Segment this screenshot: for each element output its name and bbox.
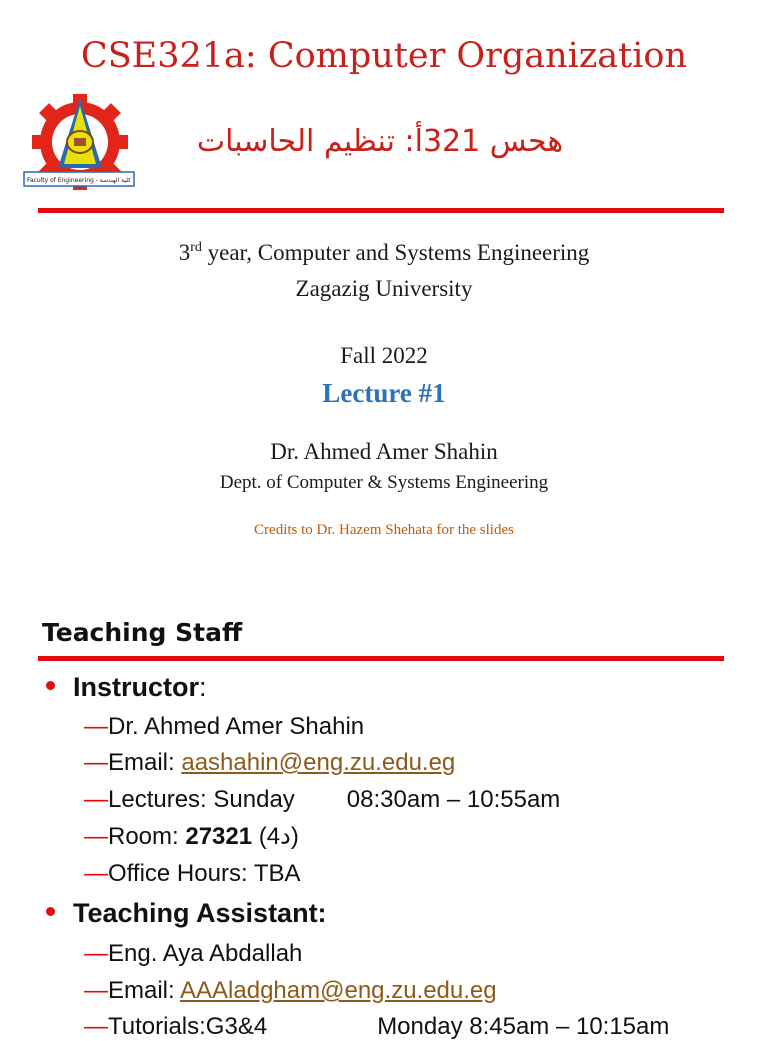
course-title: CSE321a: Computer Organization <box>80 36 688 76</box>
title-divider <box>38 208 724 213</box>
instructor-email-link[interactable]: aashahin@eng.zu.edu.eg <box>181 749 456 776</box>
assistant-name: Eng. Aya Abdallah <box>108 940 303 967</box>
assistant-email-link[interactable]: AAAladgham@eng.zu.edu.eg <box>180 977 497 1004</box>
list-item <box>84 749 455 777</box>
year-rest: year, Computer and Systems Engineering <box>201 240 590 265</box>
room-number: 27321 <box>185 823 253 850</box>
logo-text: Faculty of Engineering - كلية الهندسة <box>26 177 132 184</box>
room-label: Room: <box>108 823 186 850</box>
assistant-bullet <box>46 898 327 929</box>
bullet-dot-icon <box>46 907 55 916</box>
section-heading: Teaching Staff <box>42 618 243 647</box>
email-label: Email: <box>108 749 182 776</box>
list-item <box>84 1013 669 1041</box>
list-item <box>84 860 301 888</box>
dash-marker: — <box>84 860 108 887</box>
lectures-time: 08:30am – 10:55am <box>346 786 561 813</box>
tutorials-time: Monday 8:45am – 10:15am <box>377 1013 670 1040</box>
year-line <box>0 240 768 266</box>
room-suffix: (4د) <box>252 823 299 850</box>
lectures-label: Lectures: Sunday <box>108 786 295 813</box>
email-label: Email: <box>108 977 181 1004</box>
list-item <box>84 977 497 1005</box>
instructor-colon: : <box>199 672 207 702</box>
list-item <box>84 940 302 968</box>
bullet-dot-icon <box>46 681 55 690</box>
dash-marker: — <box>84 977 108 1004</box>
instructor-name: Dr. Ahmed Amer Shahin <box>108 713 365 740</box>
dash-marker: — <box>84 749 108 776</box>
term: Fall 2022 <box>340 343 428 368</box>
department: Dept. of Computer & Systems Engineering <box>219 472 549 493</box>
year-ordinal: 3 <box>178 240 191 265</box>
university: Zagazig University <box>295 276 473 301</box>
list-item <box>84 713 364 741</box>
tutorials-label: Tutorials:G3&4 <box>108 1013 268 1040</box>
author-name: Dr. Ahmed Amer Shahin <box>270 439 498 464</box>
assistant-label: Teaching Assistant: <box>73 898 327 928</box>
office-hours: Office Hours: TBA <box>108 860 301 887</box>
list-item <box>84 822 299 851</box>
year-suffix: rd <box>190 240 202 255</box>
dash-marker: — <box>84 940 108 967</box>
dash-marker: — <box>84 1013 108 1040</box>
lecture-number: Lecture #1 <box>322 378 446 408</box>
dash-marker: — <box>84 823 108 850</box>
credits-note: Credits to Dr. Hazem Shehata for the slides <box>254 522 514 538</box>
arabic-title: هحس 321أ: تنظيم الحاسبات <box>196 124 564 159</box>
instructor-bullet <box>46 672 207 703</box>
dash-marker: — <box>84 786 108 813</box>
list-item <box>84 786 560 814</box>
heading-divider <box>38 656 724 661</box>
dash-marker: — <box>84 713 108 740</box>
faculty-logo <box>22 94 160 190</box>
instructor-label: Instructor <box>73 672 200 702</box>
